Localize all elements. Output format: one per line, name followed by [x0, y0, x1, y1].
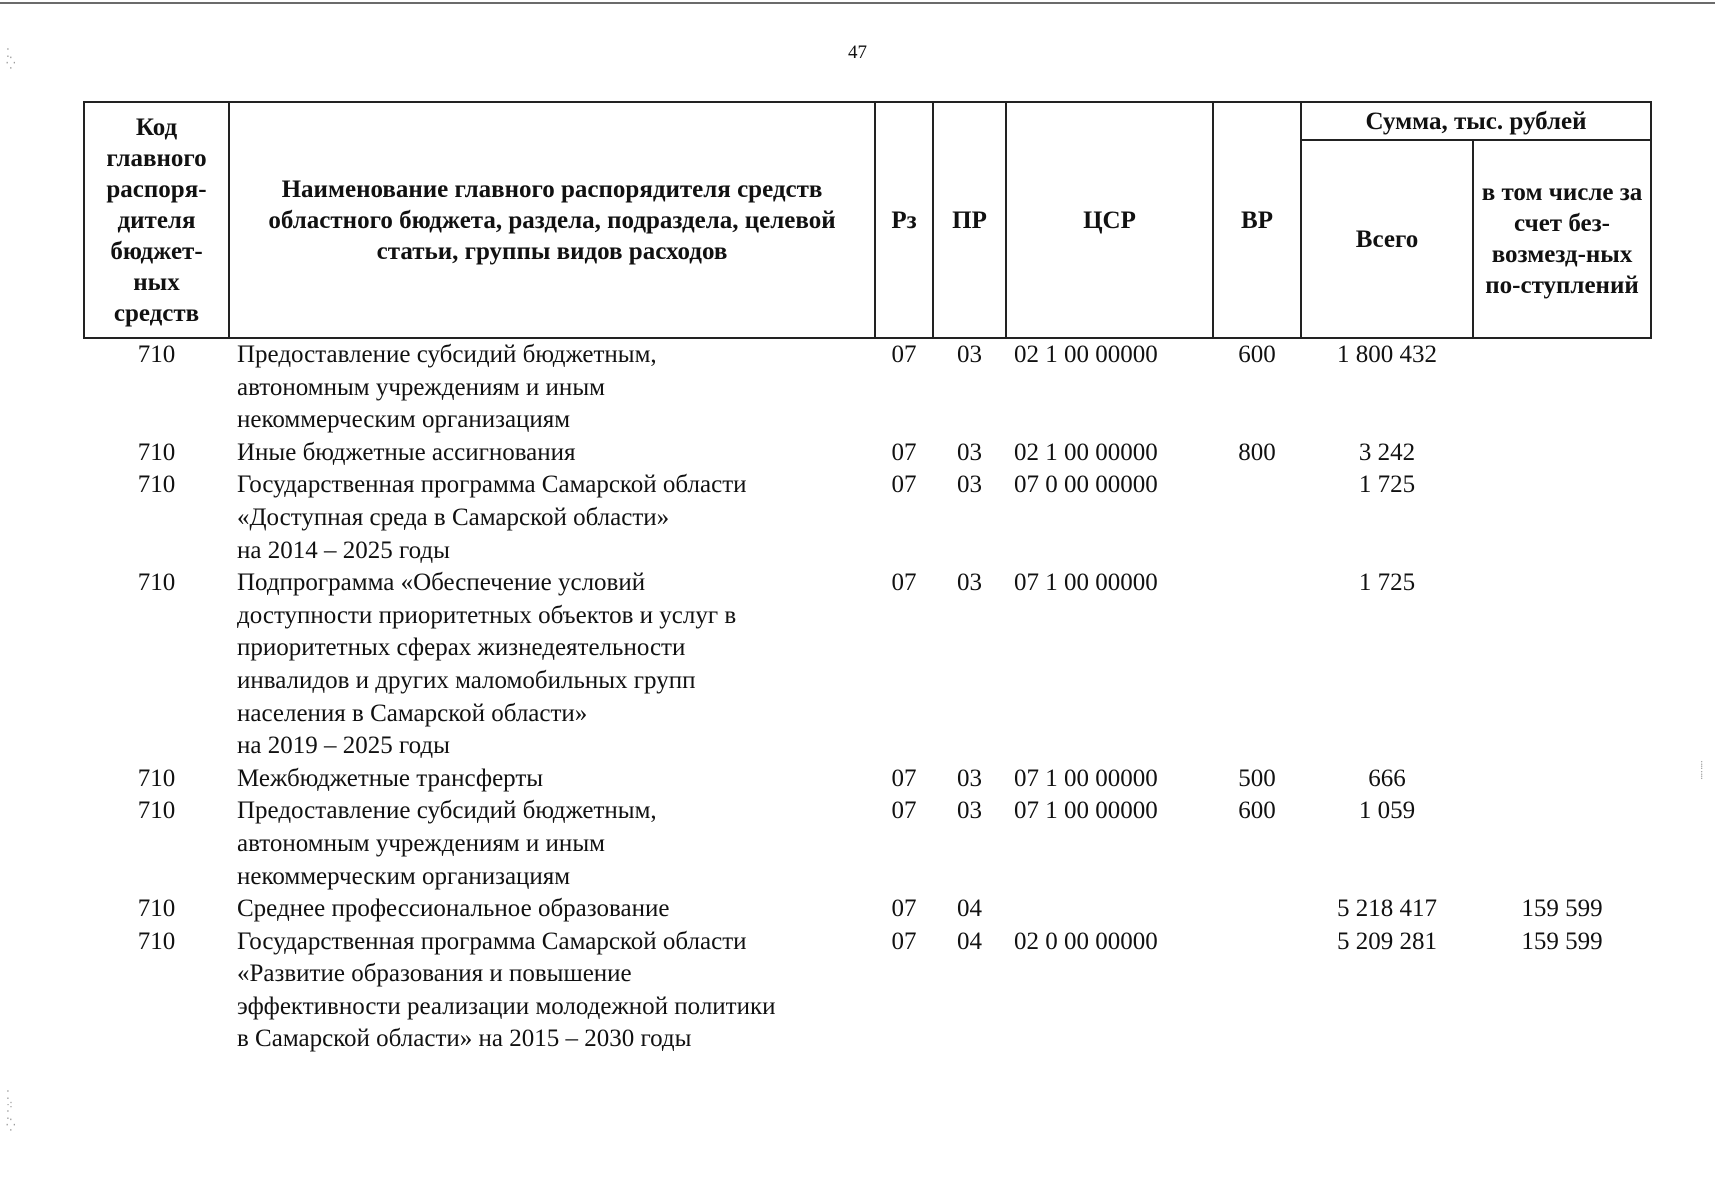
header-name: Наименование главного распорядителя средств областного бюджета, раздела, подраздела, целевой статьи, группы видов расходов	[229, 102, 875, 338]
table-row	[84, 567, 1651, 763]
name-cell: Предоставление субсидий бюджетным, автономным учреждениям и иным некоммерческим организациям	[237, 341, 657, 434]
table-row	[84, 763, 1651, 796]
free-cell: 159 599	[1521, 895, 1603, 923]
pr-cell: 03	[957, 569, 982, 597]
header-pr: ПР	[933, 102, 1006, 338]
free-cell	[1473, 763, 1651, 796]
total-cell: 666	[1368, 764, 1406, 792]
rz-cell: 07	[891, 471, 917, 499]
name-cell: Подпрограмма «Обеспечение условий доступности приоритетных объектов и услуг в приоритетных сферах жизнедеятельности инвалидов и других маломобильных групп населения в Самарской области» на 2019 – 2025 годы	[237, 569, 737, 760]
header-sum: Сумма, тыс. рублей	[1301, 102, 1651, 140]
total-cell: 5 209 281	[1337, 927, 1437, 955]
code-cell: 710	[137, 471, 176, 499]
rz-cell: 07	[891, 895, 917, 923]
table-header	[84, 102, 1651, 338]
header-free: в том числе за счет без-возмезд-ных по-ступлений	[1473, 140, 1651, 338]
name-cell: Предоставление субсидий бюджетным, автономным учреждениям и иным некоммерческим организациям	[237, 797, 657, 890]
total-cell: 1 059	[1358, 797, 1416, 825]
total-cell: 5 218 417	[1337, 895, 1437, 923]
free-cell	[1473, 469, 1651, 567]
csr-cell: 07 1 00 00000	[1014, 764, 1158, 792]
rz-cell: 07	[891, 569, 917, 597]
top-rule	[0, 2, 1715, 4]
csr-cell: 02 0 00 00000	[1014, 927, 1158, 955]
table-body	[84, 338, 1651, 1056]
free-cell	[1473, 795, 1651, 893]
code-cell: 710	[137, 438, 176, 466]
header-total: Всего	[1301, 140, 1473, 338]
pr-cell: 03	[957, 341, 982, 368]
scan-specks-left-bottom: ⁚ ⁖ ⁚ ⁛	[6, 1088, 16, 1132]
rz-cell: 07	[891, 927, 917, 955]
free-cell	[1473, 338, 1651, 437]
total-cell: 1 725	[1358, 569, 1416, 597]
name-cell: Иные бюджетные ассигнования	[237, 438, 576, 466]
vr-cell	[1213, 893, 1301, 926]
csr-cell: 07 0 00 00000	[1014, 471, 1158, 499]
vr-cell	[1213, 469, 1301, 567]
name-cell: Государственная программа Самарской области «Доступная среда в Самарской области» на 2014 – 2025 годы	[237, 471, 747, 564]
name-cell: Государственная программа Самарской области «Развитие образования и повышение эффективности реализации молодежной политики в Самарской области» на 2015 – 2030 годы	[237, 927, 776, 1053]
pr-cell: 03	[957, 797, 982, 825]
table-row	[84, 338, 1651, 437]
table-row	[84, 437, 1651, 470]
free-cell	[1473, 567, 1651, 763]
vr-cell: 600	[1238, 797, 1276, 825]
rz-cell: 07	[891, 797, 917, 825]
table-row	[84, 795, 1651, 893]
total-cell: 3 242	[1358, 438, 1416, 466]
table-row	[84, 893, 1651, 926]
total-cell: 1 800 432	[1337, 341, 1437, 368]
code-cell: 710	[137, 927, 176, 955]
csr-cell: 02 1 00 00000	[1014, 341, 1158, 368]
name-cell: Межбюджетные трансферты	[237, 764, 544, 792]
csr-cell	[1006, 893, 1213, 926]
csr-cell: 02 1 00 00000	[1014, 438, 1158, 466]
header-code: Код главного распоря-дителя бюджет-ных средств	[84, 102, 229, 338]
pr-cell: 04	[957, 927, 982, 955]
scan-specks-left-top: ⁚ ⁛	[6, 46, 16, 70]
vr-cell: 800	[1238, 438, 1276, 466]
free-cell: 159 599	[1521, 927, 1603, 955]
pr-cell: 03	[957, 438, 982, 466]
csr-cell: 07 1 00 00000	[1014, 797, 1158, 825]
code-cell: 710	[137, 341, 176, 368]
pr-cell: 03	[957, 764, 982, 792]
vr-cell: 500	[1238, 764, 1276, 792]
code-cell: 710	[137, 895, 176, 923]
rz-cell: 07	[891, 764, 917, 792]
scan-specks-right: ⁞ ⁞	[1700, 758, 1704, 782]
vr-cell: 600	[1238, 341, 1276, 368]
vr-cell	[1213, 567, 1301, 763]
budget-table	[83, 101, 1652, 1056]
code-cell: 710	[137, 797, 176, 825]
csr-cell: 07 1 00 00000	[1014, 569, 1158, 597]
table-row	[84, 926, 1651, 1056]
header-vr: ВР	[1213, 102, 1301, 338]
pr-cell: 04	[957, 895, 982, 923]
code-cell: 710	[137, 764, 176, 792]
rz-cell: 07	[891, 438, 917, 466]
rz-cell: 07	[891, 341, 917, 368]
vr-cell	[1213, 926, 1301, 1056]
page-number: 47	[848, 42, 867, 63]
table-row	[84, 469, 1651, 567]
name-cell: Среднее профессиональное образование	[237, 895, 670, 923]
header-rz: Рз	[875, 102, 933, 338]
free-cell	[1473, 437, 1651, 470]
total-cell: 1 725	[1358, 471, 1416, 499]
pr-cell: 03	[957, 471, 982, 499]
header-csr: ЦСР	[1006, 102, 1213, 338]
code-cell: 710	[137, 569, 176, 597]
